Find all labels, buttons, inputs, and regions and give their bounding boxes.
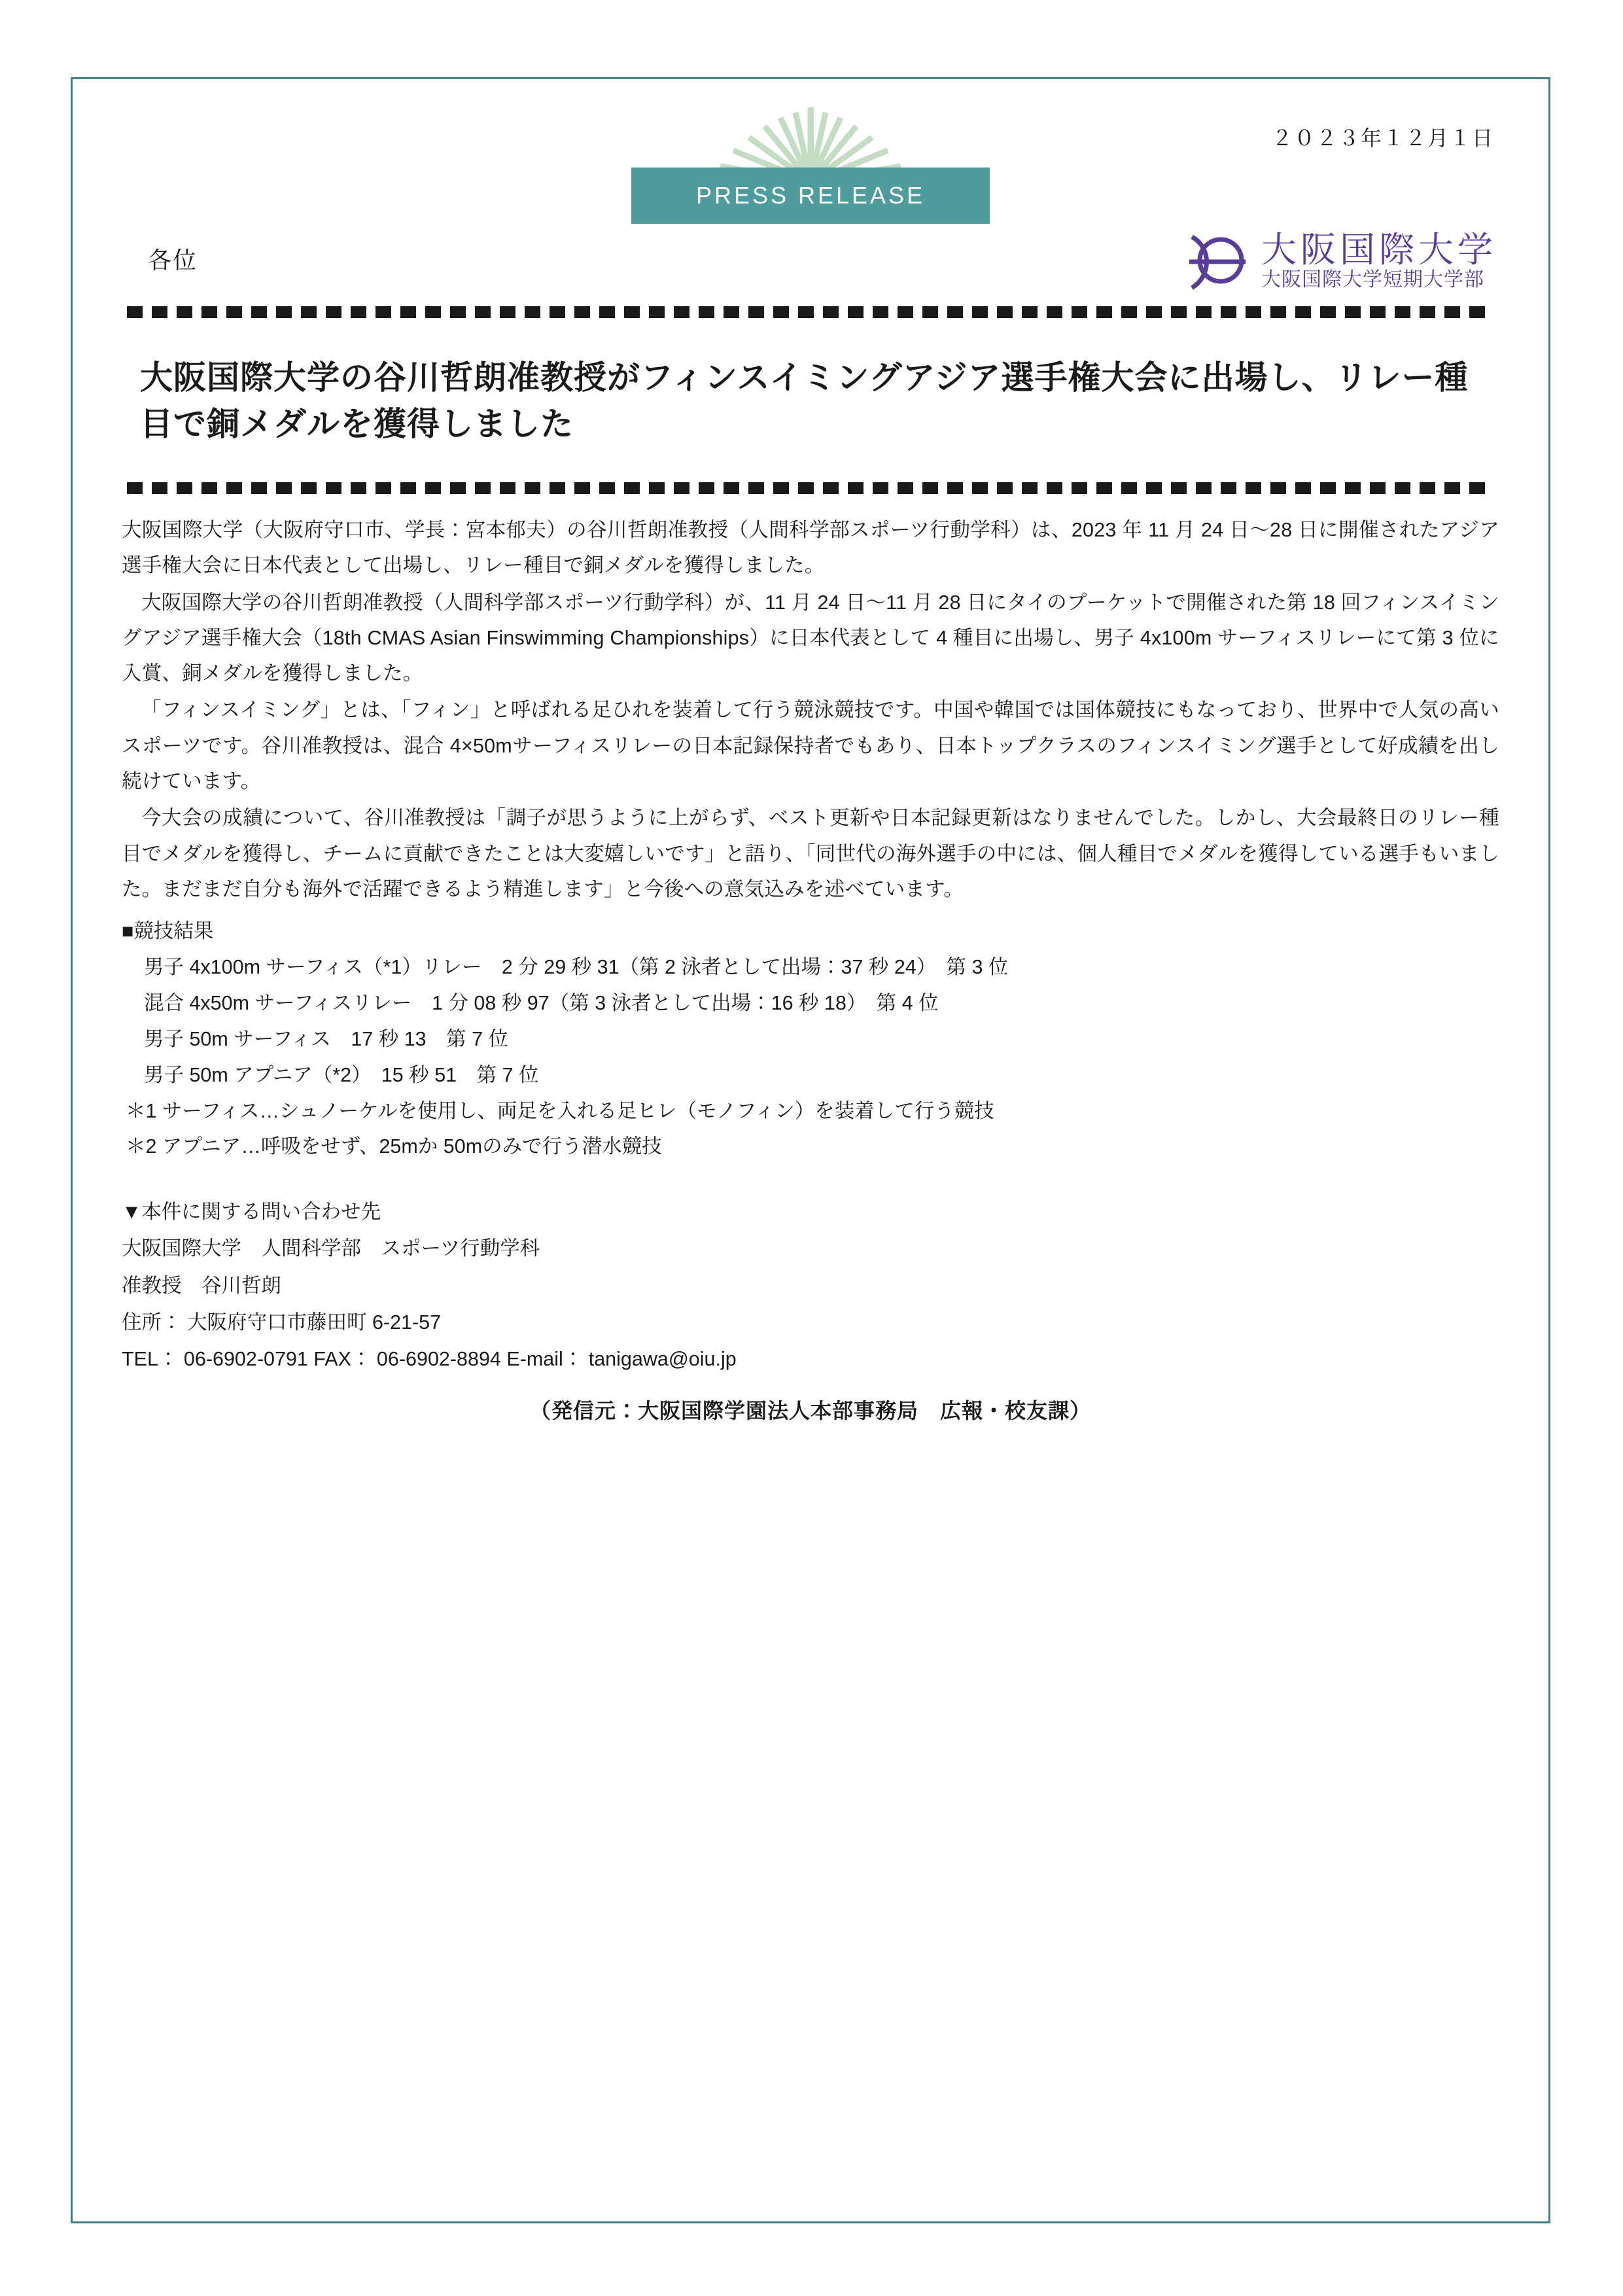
result-item: 男子 4x100m サーフィス（*1）リレー 2 分 29 秒 31（第 2 泳者として出場：37 秒 24） 第 3 位 (144, 955, 1009, 978)
paragraph: 大阪国際大学（大阪府守口市、学長：宮本郁夫）の谷川哲朗准教授（人間科学部スポーツ行動学科）は、2023 年 11 月 24 日〜28 日に開催されたアジア選手権大会に日本代表として出場し、リレー種目で銅メダルを獲得しました。 (122, 519, 1499, 577)
footnote: ＊2 アプニア…呼吸をせず、25mか 50mのみで行う潜水競技 (126, 1135, 662, 1158)
page-content (71, 77, 1550, 2223)
title-rule-bottom (127, 482, 1494, 494)
contact-block (122, 1193, 1499, 1424)
publisher-line: （発信元：大阪国際学園法人本部事務局 広報・校友課） (529, 1398, 1091, 1422)
contact-department: 大阪国際大学 人間科学部 スポーツ行動学科 (122, 1237, 540, 1260)
paragraph: 今大会の成績について、谷川准教授は「調子が思うように上がらず、ベスト更新や日本記録更新はなりませんでした。しかし、大会最終日のリレー種目でメダルを獲得し、チームに貢献できたことは大変嬉しいです」と語り、「同世代の海外選手の中には、個人種目でメダルを獲得している選手もいました。まだまだ自分も海外で活躍できるよう精進します」と今後への意気込みを述べています。 (122, 807, 1499, 900)
document-header (118, 90, 1503, 306)
footnote: ＊1 サーフィス…シュノーケルを使用し、両足を入れる足ヒレ（モノフィン）を装着して行う競技 (126, 1099, 994, 1122)
contact-address: 住所： 大阪府守口市藤田町 6-21-57 (122, 1311, 442, 1333)
document-body (118, 512, 1503, 1424)
university-logo (1183, 228, 1497, 296)
title-rule-top (127, 306, 1494, 318)
logo-mark-icon (1183, 228, 1251, 296)
logo-name-main: 大阪国際大学 (1261, 230, 1497, 270)
logo-name-sub: 大阪国際大学短期大学部 (1261, 269, 1484, 291)
result-item: 混合 4x50m サーフィスリレー 1 分 08 秒 97（第 3 泳者として出場：16 秒 18） 第 4 位 (144, 991, 939, 1014)
contact-heading: ▼本件に関する問い合わせ先 (122, 1201, 381, 1224)
paragraph: 大阪国際大学の谷川哲朗准教授（人間科学部スポーツ行動学科）が、11 月 24 日〜11 月 28 日にタイのプーケットで開催された第 18 回フィンスイミングアジア選手権大会（18th CMAS Asian Finswimming Championships）に日本代表として 4 種目に出場し、男子 4x100m サーフィスリレーにて第 3 位に入賞、銅メダルを獲得しました。 (122, 591, 1499, 685)
page-title: 大阪国際大学の谷川哲朗准教授がフィンスイミングアジア選手権大会に出場し、リレー種目で銅メダルを獲得しました (140, 359, 1469, 442)
release-date: ２０２３年１２月１日 (1271, 126, 1494, 150)
result-item: 男子 50m サーフィス 17 秒 13 第 7 位 (144, 1027, 509, 1050)
results-heading: ■競技結果 (122, 920, 214, 943)
press-release-badge: PRESS RELEASE (631, 168, 990, 224)
result-item: 男子 50m アプニア（*2） 15 秒 51 第 7 位 (144, 1063, 539, 1086)
addressee: 各位 (148, 247, 198, 274)
contact-person: 准教授 谷川哲朗 (122, 1274, 281, 1297)
paragraph: 「フィンスイミング」とは、「フィン」と呼ばれる足ひれを装着して行う競泳競技です。中国や韓国では国体競技にもなっており、世界中で人気の高いスポーツです。谷川准教授は、混合 4×50mサーフィスリレーの日本記録保持者でもあり、日本トップクラスのフィンスイミング選手として好成績を出し続けています。 (122, 699, 1499, 792)
contact-tel-fax-email: TEL： 06-6902-0791 FAX： 06-6902-8894 E-mail： tanigawa@oiu.jp (122, 1347, 737, 1370)
